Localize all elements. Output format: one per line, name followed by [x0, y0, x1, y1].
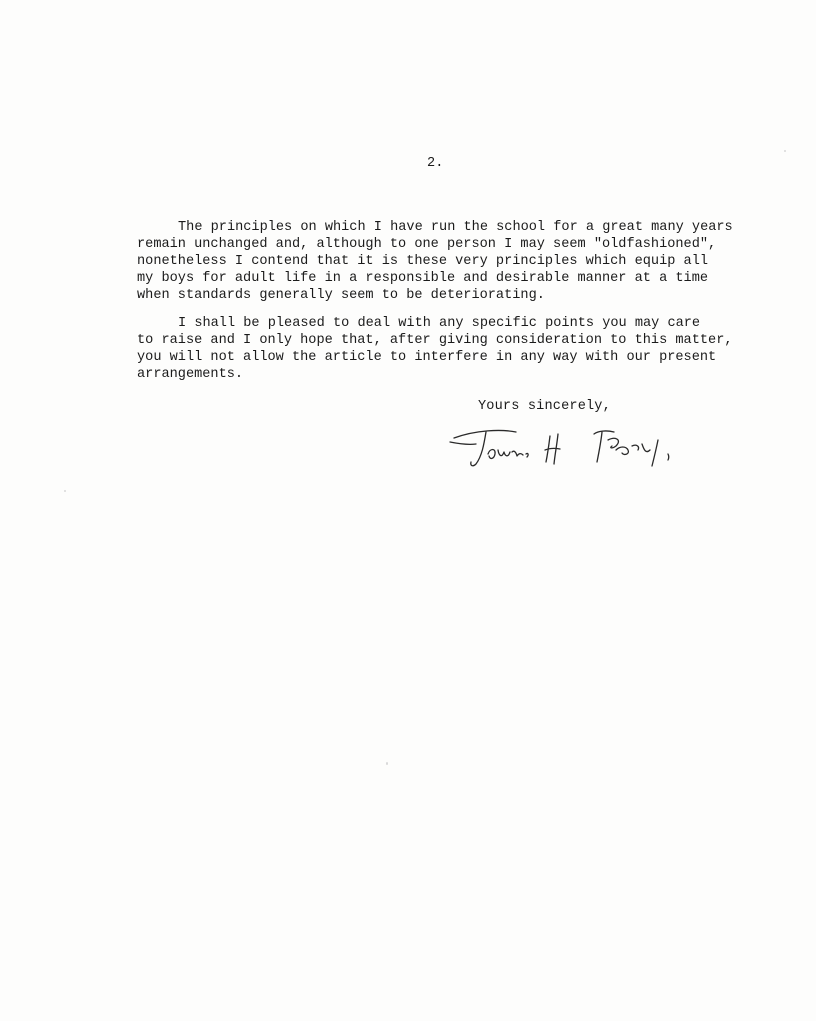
page-number: 2. [427, 156, 444, 171]
paragraph-line: you will not allow the article to interfere in any way with our present [137, 350, 717, 365]
closing-salutation: Yours sincerely, [478, 399, 611, 414]
paragraph-line: my boys for adult life in a responsible and desirable manner at a time [137, 271, 709, 286]
paper-speck [386, 762, 388, 765]
paragraph-line: nonetheless I contend that it is these very principles which equip all [137, 254, 709, 269]
paper-speck [784, 150, 786, 152]
paragraph-line: remain unchanged and, although to one person I may seem "oldfashioned", [137, 237, 717, 252]
paragraph-line: when standards generally seem to be deteriorating. [137, 288, 545, 303]
handwritten-signature [446, 420, 696, 472]
paragraph-line: The principles on which I have run the school for a great many years [178, 220, 733, 235]
paragraph-line: to raise and I only hope that, after giving consideration to this matter, [137, 333, 733, 348]
paragraph-specific-points [137, 315, 733, 383]
paragraph-line: I shall be pleased to deal with any specific points you may care [178, 316, 701, 331]
paragraph-line: arrangements. [137, 367, 244, 382]
paper-speck [64, 490, 66, 492]
paragraph-principles [137, 219, 733, 304]
